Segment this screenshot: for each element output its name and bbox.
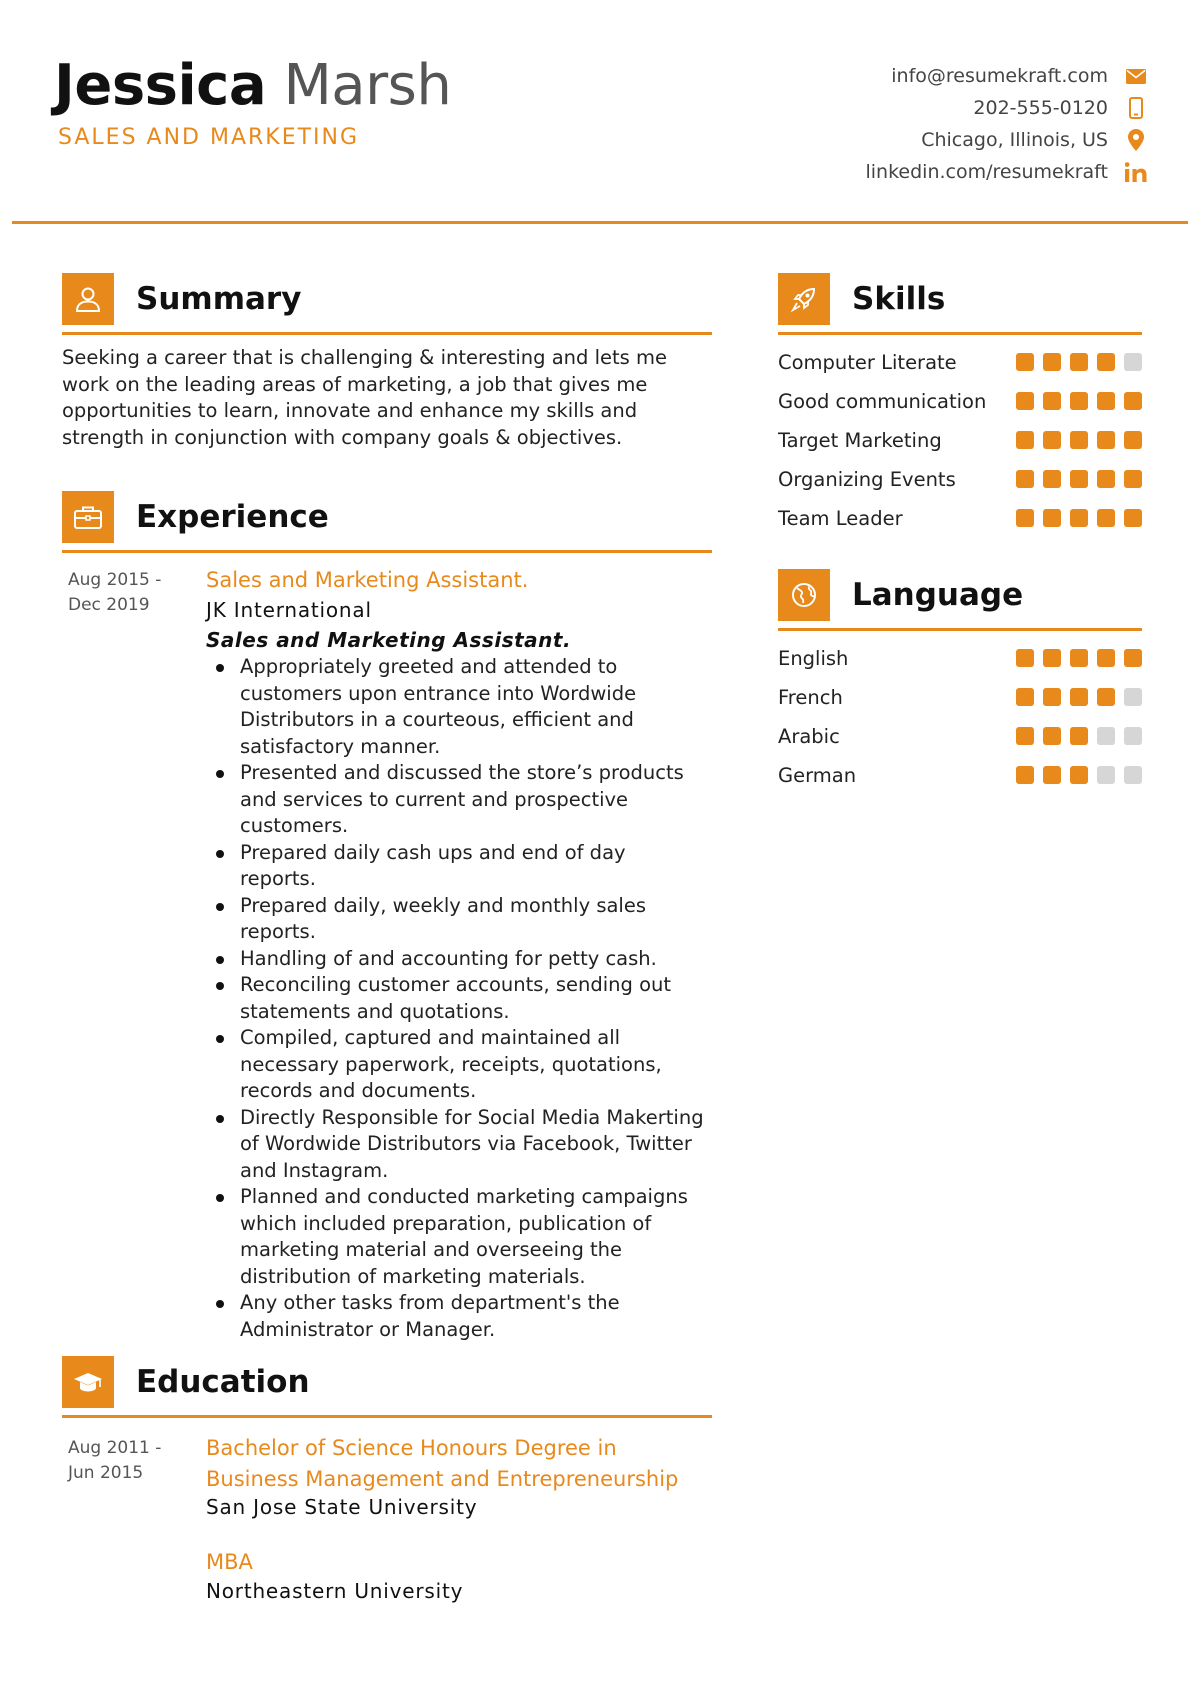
rating-square-filled: [1016, 766, 1034, 784]
rating-square-empty: [1124, 727, 1142, 745]
first-name: Jessica: [54, 53, 267, 118]
graduation-cap-icon: [62, 1356, 114, 1408]
rating-square-filled: [1070, 392, 1088, 410]
rating-square-filled: [1043, 688, 1061, 706]
contact-location[interactable]: [628, 124, 1148, 156]
rating-square-empty: [1097, 766, 1115, 784]
language-row: [778, 761, 1142, 789]
experience-role: Sales and Marketing Assistant.: [206, 628, 572, 652]
envelope-icon: [1124, 64, 1148, 88]
education-school: San Jose State University: [206, 1495, 478, 1519]
bullet-text: Any other tasks from department's the Administrator or Manager.: [240, 1291, 620, 1341]
rating-square-filled: [1070, 470, 1088, 488]
education-heading: [62, 1353, 310, 1411]
rating-square-filled: [1043, 649, 1061, 667]
rating-square-empty: [1124, 353, 1142, 371]
rating-square-filled: [1097, 688, 1115, 706]
contact-location-text[interactable]: Chicago, Illinois, US: [921, 129, 1108, 151]
language-label: English: [778, 646, 849, 670]
skills-heading: [778, 270, 945, 328]
location-pin-icon: [1124, 128, 1148, 152]
language-rating: [1007, 688, 1142, 706]
experience-heading: [62, 488, 329, 546]
skill-rating: [1007, 392, 1142, 410]
bullet-icon: [216, 1194, 224, 1202]
skills-divider: [778, 332, 1142, 335]
rating-square-filled: [1043, 509, 1061, 527]
list-item: [206, 893, 706, 946]
skill-label: Team Leader: [778, 506, 903, 530]
rating-square-filled: [1070, 431, 1088, 449]
skill-row: [778, 465, 1142, 493]
rating-square-filled: [1016, 688, 1034, 706]
bullet-text: Planned and conducted marketing campaigns which included preparation, publication of marketing material and overseeing the distribution of marketing materials.: [240, 1185, 688, 1288]
rating-square-filled: [1016, 727, 1034, 745]
education-title: Education: [136, 1364, 310, 1400]
rating-square-filled: [1043, 431, 1061, 449]
rating-square-filled: [1070, 766, 1088, 784]
rating-square-filled: [1097, 509, 1115, 527]
rating-square-filled: [1097, 353, 1115, 371]
rating-square-filled: [1043, 470, 1061, 488]
language-rating: [1007, 649, 1142, 667]
language-row: [778, 722, 1142, 750]
contact-email-text[interactable]: info@resumekraft.com: [891, 65, 1108, 87]
rating-square-filled: [1043, 727, 1061, 745]
bullet-icon: [216, 1035, 224, 1043]
list-item: [206, 654, 706, 760]
rating-square-empty: [1097, 727, 1115, 745]
contact-phone[interactable]: [628, 92, 1148, 124]
language-row: [778, 644, 1142, 672]
skill-rating: [1007, 353, 1142, 371]
rating-square-filled: [1070, 649, 1088, 667]
language-heading: [778, 566, 1023, 624]
experience-title: Experience: [136, 499, 329, 535]
language-title: Language: [852, 577, 1024, 613]
rating-square-filled: [1124, 649, 1142, 667]
rating-square-filled: [1124, 470, 1142, 488]
experience-date-start: Aug 2015 -: [68, 570, 162, 590]
candidate-name: [54, 52, 451, 120]
bullet-text: Reconciling customer accounts, sending out statements and quotations.: [240, 973, 672, 1023]
bullet-icon: [216, 770, 224, 778]
contact-list: [628, 60, 1148, 188]
briefcase-icon: [62, 491, 114, 543]
rating-square-empty: [1124, 766, 1142, 784]
language-label: French: [778, 685, 843, 709]
education-divider: [62, 1415, 712, 1418]
skill-row: [778, 426, 1142, 454]
mobile-phone-icon: [1124, 96, 1148, 120]
rating-square-filled: [1016, 649, 1034, 667]
last-name: Marsh: [283, 53, 452, 118]
bullet-text: Presented and discussed the store’s products and services to current and prospective customers.: [240, 761, 684, 837]
list-item: [206, 840, 706, 893]
linkedin-icon: [1124, 160, 1148, 184]
language-rating: [1007, 766, 1142, 784]
experience-company: JK International: [206, 598, 372, 622]
bullet-text: Compiled, captured and maintained all necessary paperwork, receipts, quotations, records and documents.: [240, 1026, 662, 1102]
language-rating: [1007, 727, 1142, 745]
globe-icon: [778, 569, 830, 621]
rating-square-filled: [1070, 727, 1088, 745]
rocket-icon: [778, 273, 830, 325]
summary-heading: [62, 270, 301, 328]
rating-square-filled: [1097, 392, 1115, 410]
language-row: [778, 683, 1142, 711]
rating-square-filled: [1097, 431, 1115, 449]
user-icon: [62, 273, 114, 325]
contact-linkedin[interactable]: [628, 156, 1148, 188]
bullet-text: Prepared daily cash ups and end of day reports.: [240, 840, 626, 890]
rating-square-filled: [1097, 470, 1115, 488]
language-label: German: [778, 763, 857, 787]
experience-date-end: Dec 2019: [68, 595, 150, 615]
bullet-text: Directly Responsible for Social Media Makerting of Wordwide Distributors via Facebook, Twitter and Instagram.: [240, 1105, 704, 1182]
education-degree-mba: MBA: [206, 1550, 253, 1574]
bullet-icon: [216, 1300, 224, 1308]
education-degree-line2: Business Management and Entrepreneurship: [206, 1467, 679, 1491]
education-date-start: Aug 2011 -: [68, 1438, 162, 1458]
summary-text: Seeking a career that is challenging & interesting and lets me work on the leading areas of marketing, a job that gives me opportunities to learn, innovate and enhance my skills and strength in conjunction with company goals & objectives.: [62, 346, 668, 449]
experience-job-title: Sales and Marketing Assistant.: [206, 568, 529, 592]
list-item: [206, 1105, 706, 1185]
list-item: [206, 972, 706, 1025]
rating-square-filled: [1124, 509, 1142, 527]
rating-square-filled: [1097, 649, 1115, 667]
skill-rating: [1007, 509, 1142, 527]
bullet-icon: [216, 956, 224, 964]
list-item: [206, 760, 706, 840]
rating-square-filled: [1016, 392, 1034, 410]
skill-label: Target Marketing: [778, 428, 942, 452]
summary-title: Summary: [136, 281, 302, 317]
bullet-text: Prepared daily, weekly and monthly sales reports.: [240, 893, 646, 943]
rating-square-empty: [1124, 688, 1142, 706]
rating-square-filled: [1043, 353, 1061, 371]
contact-phone-text[interactable]: 202-555-0120: [973, 97, 1108, 119]
experience-bullet-list: [206, 654, 706, 1343]
bullet-icon: [216, 664, 224, 672]
rating-square-filled: [1070, 509, 1088, 527]
education-date-end: Jun 2015: [68, 1463, 144, 1483]
bullet-text: Appropriately greeted and attended to customers upon entrance into Wordwide Distributors in a courteous, efficient and satisfactory manner.: [240, 655, 637, 758]
bullet-icon: [216, 850, 224, 858]
skill-label: Computer Literate: [778, 350, 957, 374]
list-item: [206, 1025, 706, 1105]
bullet-icon: [216, 982, 224, 990]
skill-rating: [1007, 470, 1142, 488]
skill-rating: [1007, 431, 1142, 449]
skills-title: Skills: [852, 281, 946, 317]
education-school-mba: Northeastern University: [206, 1579, 464, 1603]
bullet-text: Handling of and accounting for petty cash.: [240, 946, 657, 970]
skill-row: [778, 348, 1142, 376]
header-divider: [12, 221, 1188, 224]
rating-square-filled: [1016, 353, 1034, 371]
rating-square-filled: [1016, 431, 1034, 449]
contact-email[interactable]: [628, 60, 1148, 92]
skill-label: Organizing Events: [778, 467, 956, 491]
contact-linkedin-text[interactable]: linkedin.com/resumekraft: [865, 161, 1108, 183]
language-divider: [778, 628, 1142, 631]
rating-square-filled: [1070, 353, 1088, 371]
rating-square-filled: [1043, 766, 1061, 784]
list-item: [206, 1290, 706, 1343]
list-item: [206, 946, 706, 973]
rating-square-filled: [1043, 392, 1061, 410]
education-degree-line1: Bachelor of Science Honours Degree in: [206, 1436, 617, 1460]
skill-row: [778, 504, 1142, 532]
bullet-icon: [216, 903, 224, 911]
skill-label: Good communication: [778, 389, 987, 413]
bullet-icon: [216, 1115, 224, 1123]
rating-square-filled: [1124, 392, 1142, 410]
rating-square-filled: [1070, 688, 1088, 706]
job-title-heading: SALES AND MARKETING: [58, 125, 360, 150]
rating-square-filled: [1016, 470, 1034, 488]
list-item: [206, 1184, 706, 1290]
summary-divider: [62, 332, 712, 335]
skill-row: [778, 387, 1142, 415]
experience-divider: [62, 550, 712, 553]
rating-square-filled: [1016, 509, 1034, 527]
language-label: Arabic: [778, 724, 840, 748]
rating-square-filled: [1124, 431, 1142, 449]
